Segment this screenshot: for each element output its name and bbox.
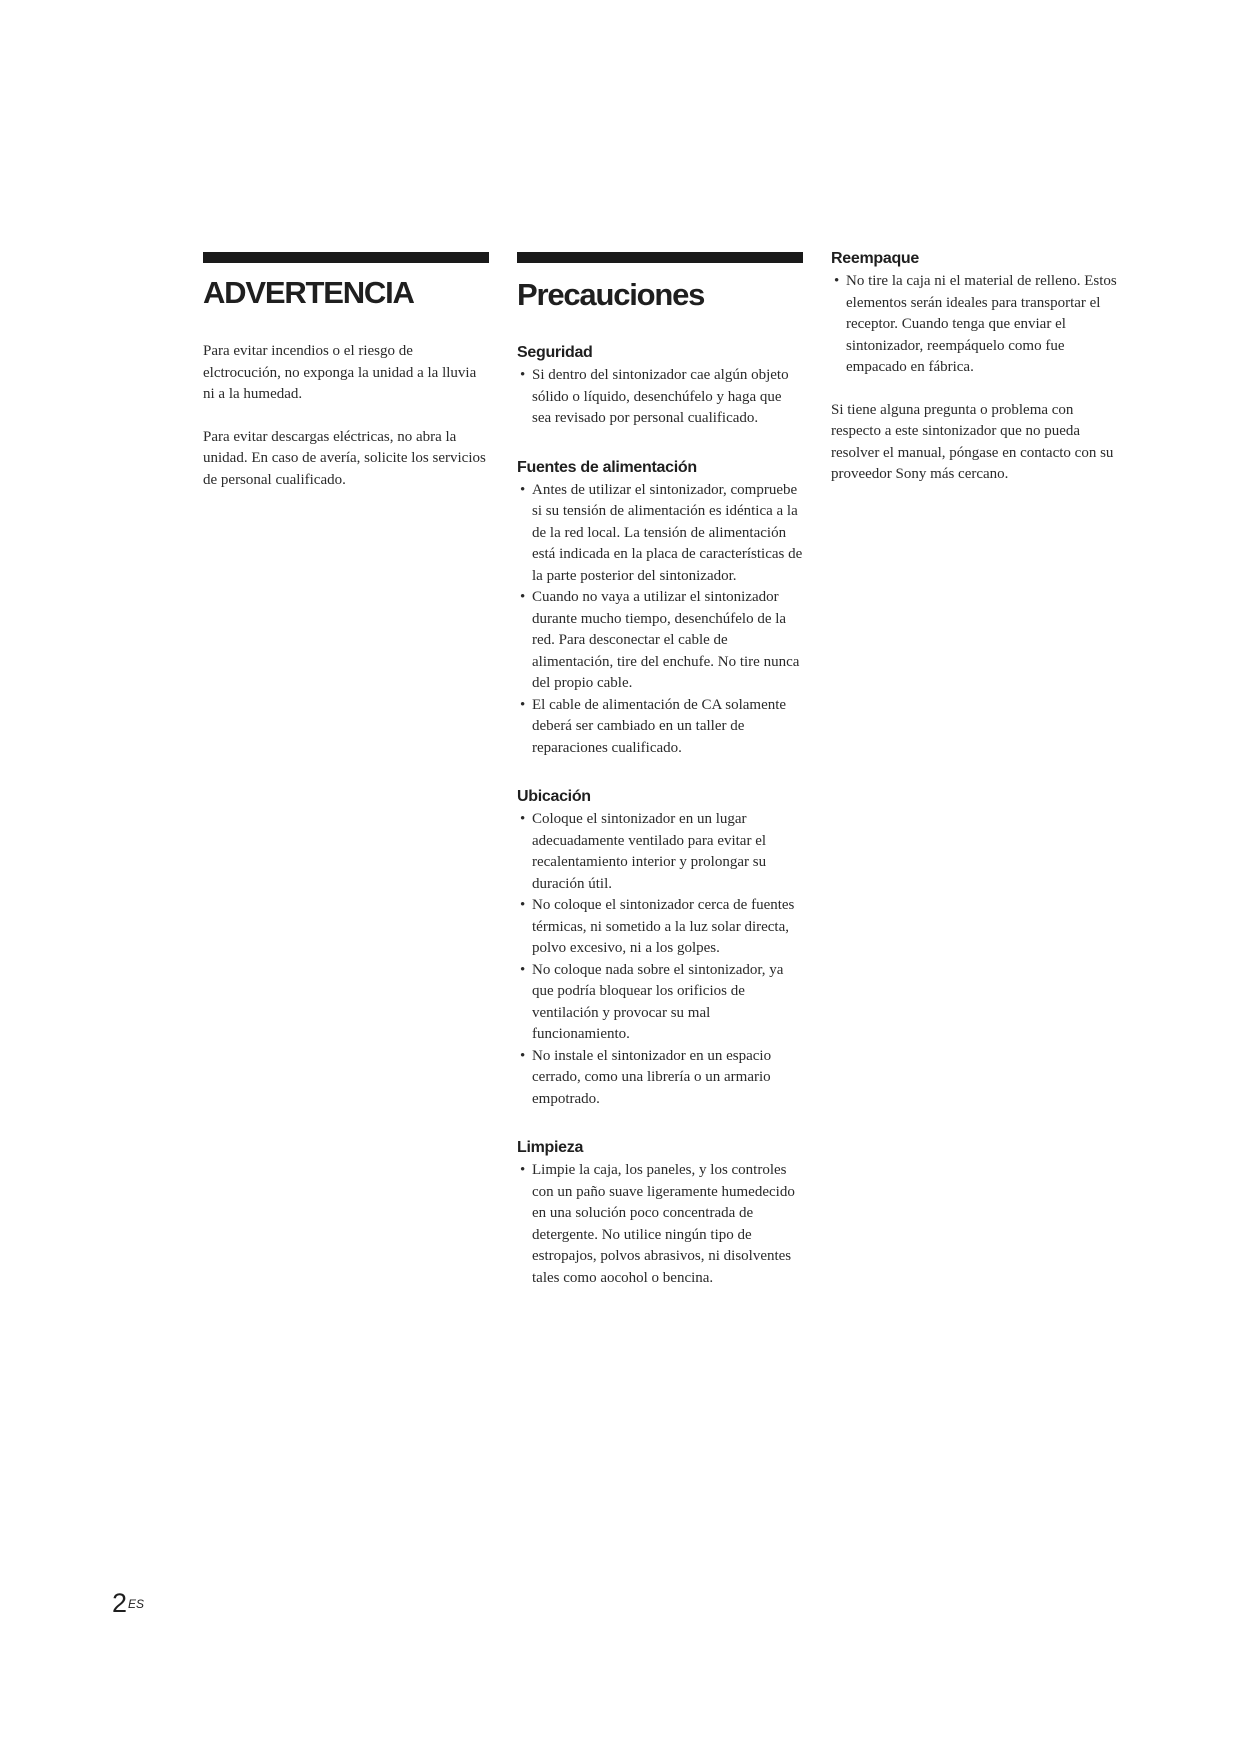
- list-item-text: Antes de utilizar el sintonizador, compruebe si su tensión de alimentación es idéntica a la de la red local. La tensión de alimentación está indicada en la placa de características de la parte posterior del sintonizador.: [532, 481, 803, 584]
- precauciones-rule: [517, 252, 803, 263]
- section-fuentes-de-alimentacion: [517, 458, 803, 760]
- list-item-text: No coloque el sintonizador cerca de fuentes térmicas, ni sometido a la luz solar directa, polvo excesivo, ni a los golpes.: [532, 897, 795, 956]
- bullet-icon: •: [520, 696, 526, 713]
- section-heading-ubicacion: Ubicación: [517, 788, 591, 805]
- bullet-icon: •: [520, 897, 526, 913]
- bullet-icon: •: [834, 273, 840, 289]
- bullet-icon: •: [520, 589, 526, 605]
- list-item-text: No coloque nada sobre el sintonizador, ya que podría bloquear los orificios de ventilación y provocar su mal funcionamiento.: [532, 961, 784, 1042]
- page-number-digit: 2: [112, 1588, 128, 1618]
- list-item: [517, 1160, 803, 1289]
- list-item-text: Si dentro del sintonizador cae algún objeto sólido o líquido, desenchúfelo y haga que sea revisado por personal cualificado.: [532, 367, 789, 426]
- advertencia-paragraph-1: Para evitar incendios o el riesgo de elctrocución, no exponga la unidad a la lluvia ni a la humedad.: [203, 343, 477, 402]
- section-heading-reempaque: Reempaque: [831, 250, 919, 267]
- list-item-text: No instale el sintonizador en un espacio cerrado, como una librería o un armario empotrado.: [532, 1047, 772, 1107]
- bullet-list: [517, 365, 803, 430]
- contact-paragraph: Si tiene alguna pregunta o problema con respecto a este sintonizador que no pueda resolver el manual, póngase en contacto con su proveedor Sony más cercano.: [831, 401, 1114, 482]
- advertencia-title: ADVERTENCIA: [203, 275, 414, 310]
- bullet-icon: •: [520, 1162, 526, 1178]
- advertencia-rule: [203, 252, 489, 263]
- section-heading-fuentes: Fuentes de alimentación: [517, 458, 697, 476]
- list-item: [517, 1046, 803, 1111]
- advertencia-paragraph-2: Para evitar descargas eléctricas, no abra la unidad. En caso de avería, solicite los servicios de personal cualificado.: [203, 428, 486, 488]
- precauciones-title: Precauciones: [517, 277, 705, 312]
- list-item: [517, 587, 803, 695]
- list-item: [517, 960, 803, 1046]
- list-item-text: No tire la caja ni el material de relleno. Estos elementos serán ideales para transportar el receptor. Cuando tenga que enviar el sintonizador, reempáquelo como fue empacado en fábrica.: [846, 273, 1117, 375]
- bullet-icon: •: [520, 961, 526, 978]
- bullet-list: [517, 1160, 803, 1289]
- list-item-text: Coloque el sintonizador en un lugar adecuadamente ventilado para evitar el recalentamiento interior y prolongar su duración útil.: [532, 811, 767, 892]
- list-item: [831, 271, 1117, 379]
- section-reempaque: [831, 249, 1117, 379]
- page-language-suffix: ES: [128, 1597, 145, 1611]
- list-item: [517, 365, 803, 430]
- list-item: [517, 809, 803, 895]
- list-item: [517, 895, 803, 960]
- reempaque-column: [831, 252, 1117, 486]
- list-item: [517, 695, 803, 760]
- advertencia-column: [203, 252, 489, 491]
- section-heading-seguridad: Seguridad: [517, 344, 593, 361]
- list-item-text: Cuando no vaya a utilizar el sintonizador durante mucho tiempo, desenchúfelo de la red. Para desconectar el cable de alimentación, tire del enchufe. No tire nunca del propio cable.: [532, 589, 800, 691]
- precauciones-column: [517, 252, 803, 1289]
- page-number: [112, 1588, 144, 1618]
- section-ubicacion: [517, 787, 803, 1110]
- section-heading-limpieza: Limpieza: [517, 1139, 584, 1156]
- list-item: [517, 480, 803, 588]
- bullet-list: [517, 480, 803, 760]
- list-item-text: Limpie la caja, los paneles, y los controles con un paño suave ligeramente humedecido en una solución poco concentrada de detergente. No utilice ningún tipo de estropajos, polvos abrasivos, ni disolventes tales como aocohol o bencina.: [532, 1162, 795, 1286]
- list-item-text: El cable de alimentación de CA solamente deberá ser cambiado en un taller de reparaciones cualificado.: [532, 696, 787, 756]
- bullet-icon: •: [520, 367, 526, 383]
- section-seguridad: [517, 343, 803, 430]
- bullet-icon: •: [520, 811, 526, 827]
- bullet-icon: •: [520, 481, 526, 498]
- bullet-list: [831, 271, 1117, 379]
- bullet-icon: •: [520, 1047, 526, 1064]
- bullet-list: [517, 809, 803, 1110]
- section-limpieza: [517, 1138, 803, 1289]
